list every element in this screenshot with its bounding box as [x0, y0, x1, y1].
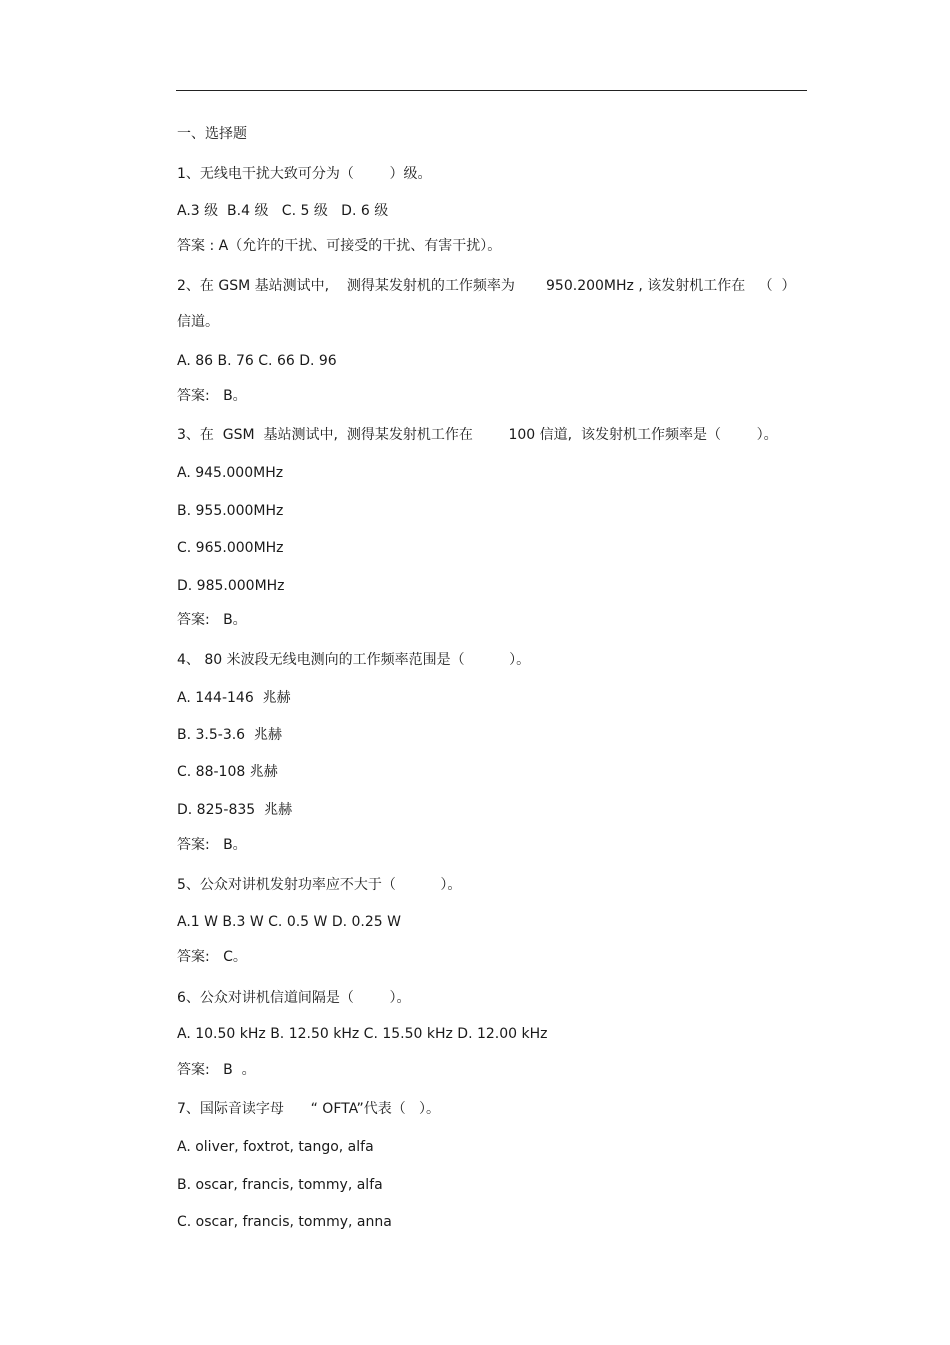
question-7: 7、国际音读字母 “ OFTA”代表（ ）。: [177, 1101, 441, 1117]
question-4: 4、 80 米波段无线电测向的工作频率范围是（ ）。: [177, 652, 531, 668]
question-1-options: A.3 级 B.4 级 C. 5 级 D. 6 级: [177, 203, 389, 219]
question-6-answer: 答案: B 。: [177, 1062, 256, 1078]
question-4-option-b: B. 3.5-3.6 兆赫: [177, 727, 282, 743]
question-4-option-a: A. 144-146 兆赫: [177, 690, 291, 706]
question-3: 3、在 GSM 基站测试中, 测得某发射机工作在 100 信道, 该发射机工作频率是（ ）。: [177, 427, 778, 443]
question-3-option-d: D. 985.000MHz: [177, 578, 285, 594]
header-rule: [176, 90, 807, 91]
question-1-answer: 答案 : A（允许的干扰、可接受的干扰、有害干扰）。: [177, 238, 502, 254]
question-3-option-b: B. 955.000MHz: [177, 503, 284, 519]
question-2-line1: 2、在 GSM 基站测试中, 测得某发射机的工作频率为 950.200MHz , 该发射机工作在 （ ）: [177, 278, 796, 294]
question-5-answer: 答案: C。: [177, 949, 247, 965]
question-5: 5、公众对讲机发射功率应不大于（ ）。: [177, 877, 462, 893]
question-3-option-a: A. 945.000MHz: [177, 465, 284, 481]
question-3-option-c: C. 965.000MHz: [177, 540, 284, 556]
question-7-option-b: B. oscar, francis, tommy, alfa: [177, 1177, 383, 1193]
question-2-answer: 答案: B。: [177, 388, 247, 404]
question-7-option-c: C. oscar, francis, tommy, anna: [177, 1214, 392, 1230]
question-2-line2: 信道。: [177, 314, 219, 330]
question-7-option-a: A. oliver, foxtrot, tango, alfa: [177, 1139, 374, 1155]
question-5-options: A.1 W B.3 W C. 0.5 W D. 0.25 W: [177, 914, 401, 930]
question-6: 6、公众对讲机信道间隔是（ ）。: [177, 990, 411, 1006]
question-1: 1、无线电干扰大致可分为（ ）级。: [177, 166, 432, 182]
section-title: 一、选择题: [177, 126, 247, 142]
question-4-answer: 答案: B。: [177, 837, 247, 853]
question-6-options: A. 10.50 kHz B. 12.50 kHz C. 15.50 kHz D. 12.00 kHz: [177, 1026, 548, 1042]
question-4-option-c: C. 88-108 兆赫: [177, 764, 278, 780]
question-4-option-d: D. 825-835 兆赫: [177, 802, 293, 818]
question-2-options: A. 86 B. 76 C. 66 D. 96: [177, 353, 337, 369]
question-3-answer: 答案: B。: [177, 612, 247, 628]
